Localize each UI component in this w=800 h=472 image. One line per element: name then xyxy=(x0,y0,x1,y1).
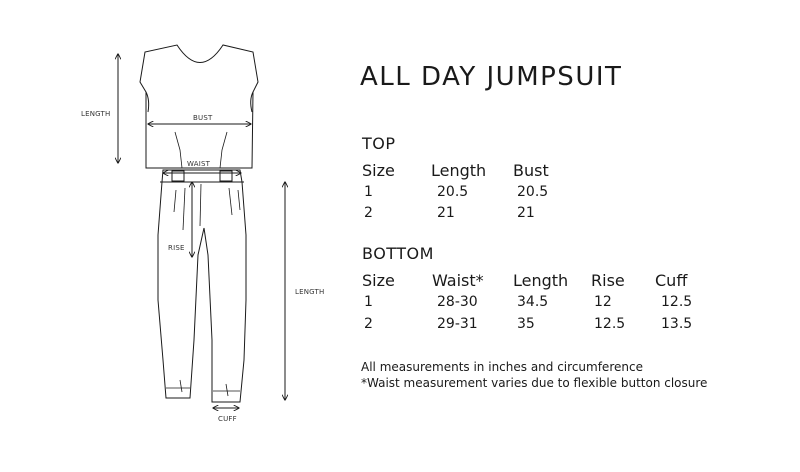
bottom-header-size: Size xyxy=(362,271,395,290)
top-header-size: Size xyxy=(362,161,395,180)
table-cell: 12.5 xyxy=(661,294,693,310)
rise-label: RISE xyxy=(168,244,185,252)
table-cell: 21 xyxy=(437,205,455,221)
table-cell: 20.5 xyxy=(437,184,469,200)
table-cell: 21 xyxy=(517,205,535,221)
measurement-notes xyxy=(361,359,707,391)
trousers-drawing xyxy=(158,182,246,402)
top-header-length: Length xyxy=(431,161,487,180)
length-bottom-label: LENGTH xyxy=(295,288,325,296)
page-title: ALL DAY JUMPSUIT xyxy=(360,62,623,92)
table-cell: 29-31 xyxy=(437,316,478,332)
top-bodice-drawing xyxy=(140,45,258,168)
bottom-header-waist: Waist* xyxy=(432,271,484,290)
table-cell: 28-30 xyxy=(437,294,478,310)
table-cell: 1 xyxy=(364,184,373,200)
length-top-label: LENGTH xyxy=(81,110,111,118)
bottom-header-cuff: Cuff xyxy=(655,271,688,290)
table-cell: 12 xyxy=(594,294,612,310)
table-cell: 1 xyxy=(364,294,373,310)
table-cell: 13.5 xyxy=(661,316,693,332)
note-line: All measurements in inches and circumference xyxy=(361,360,643,374)
bust-label: BUST xyxy=(193,114,213,122)
table-cell: 34.5 xyxy=(517,294,549,310)
table-cell: 2 xyxy=(364,205,373,221)
table-cell: 2 xyxy=(364,316,373,332)
top-header-bust: Bust xyxy=(513,161,549,180)
table-cell: 20.5 xyxy=(517,184,549,200)
measurement-arrows xyxy=(118,54,285,408)
top-section-heading: TOP xyxy=(362,134,396,153)
table-cell: 35 xyxy=(517,316,535,332)
bottom-header-length: Length xyxy=(513,271,569,290)
table-cell: 12.5 xyxy=(594,316,626,332)
note-line: *Waist measurement varies due to flexible button closure xyxy=(361,376,708,390)
cuff-label: CUFF xyxy=(218,415,237,423)
waist-label: WAIST xyxy=(187,160,211,168)
waistband-drawing xyxy=(160,170,244,182)
bottom-section-heading: BOTTOM xyxy=(362,244,434,263)
bottom-header-rise: Rise xyxy=(591,271,625,290)
